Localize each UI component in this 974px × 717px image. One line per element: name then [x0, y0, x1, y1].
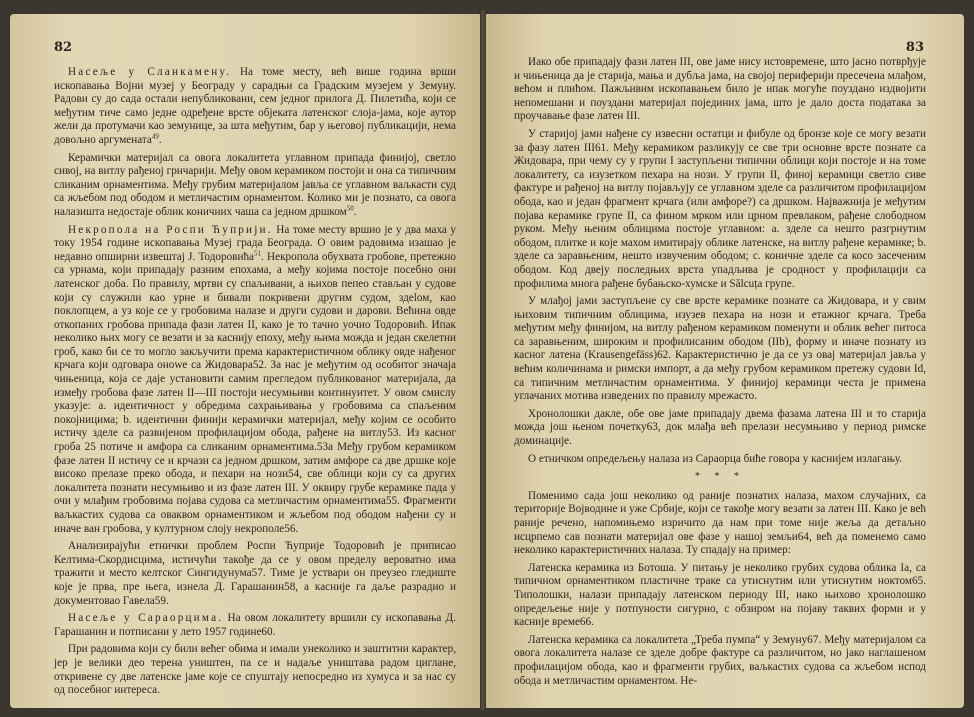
left-paragraph-4 [54, 540, 456, 608]
paragraph-text: Анализирајући етнички проблем Роспи Ћуприје Тодоровић је приписао Келтима-Скордисцима, истичући такође да се у овом пределу вероватно има тражити и место келтског Сингидунума57. Тиме је уствари он преузео гледиште које је прва, пре њега, изнела Д. Гарашанин58, а касније га даље разрадио и документовао Гавела59. [54, 540, 456, 607]
left-paragraph-2 [54, 152, 456, 220]
left-paragraph-3 [54, 224, 456, 537]
paragraph-tail: . [158, 133, 162, 146]
right-paragraph-4: Хронолошки дакле, обе ове јаме припадају двема фазама латена III и то старија можда још њеном почетку63, док млађа већ прелази несумњиво у период римске доминације. [514, 407, 926, 448]
right-paragraph-8: Латенска керамика са локалитета „Треба пумпа“ у Земуну67. Међу материјалом са овога локалитета налазе се зделе добре фактуре са различитом, но јако наглашеном профилацијом обода, као и фрагменти грубих, ваљкастих судова са жљебом испод обода и метличастим орнаментом. Не- [514, 633, 926, 687]
left-page-body [54, 66, 456, 698]
right-paragraph-2: У старијој јами нађене су извесни остатци и фибуле од бронзе које се могу везати за фазу латен III61. Међу керамиком разликују се све три основне врсте познате са Жидовара, при чему су у групи I заступљени типични облици који постоје и на томе локалитету, са изузетком пехара на нози. У групи II, финој керамици светло сиве фактуре и рађеној на витлу појављују се углавном зделе са различитом профилацијом обода, као и један фрагмент крчага (или амфоре?) са дршком. Најважнија је међутим појава керамике групе II, са фином мрком или црном превлаком, рађене слободном руком. Међу њеним облицима постоје углавном: а. зделе са нешто разгрнутим ободом, плитке и које махом имитирају облике латенске, на витлу рађене керамике; b. зделе са заравњеним, нешто извученим ободом; c. коничне зделе са косо засеченим ободом. Код двеју последњих врста упадљива је сродност у профилацији са профилима многа рађене бубањско-хумске и Sălcuța групе. [514, 127, 926, 290]
right-paragraph-1: Иако обе припадају фази латен III, ове јаме нису истовремене, што јасно потврђује и чињеница да је старија, мања и дубља јама, на својој периферији пресечена млађом, већом и плићом. Пажљивим ископавањем било је ипак могуће поуздано издвојити непомешани и поуздани материјал појединих јама, што је дало доста података за проучавање фазе латен III. [514, 56, 926, 123]
right-page [486, 14, 964, 708]
paragraph-tail: . [353, 205, 357, 218]
footnote-ref: 50 [346, 204, 354, 213]
paragraph-text: На томе месту, већ више година врши ископавања Војни музеј у Београду у сарадњи са Градским музејем у Земуну. Радови су до сада остали непубликовани, сем једног прилога Д. Пилетића, који се међутим тиче само једне одређене врсте објеката латенског слоја-јама, које аутор жели да протумачи као земунице, за шта међутим, бар у његовој публикацији, нема довољно аргумената [54, 66, 456, 146]
footnote-ref: 51 [254, 248, 262, 257]
right-paragraph-6: Поменимо сада још неколико од раније познатих налаза, махом случајних, са територије Војводине и уже Србије, који се такође могу везати за латен III. Како је већ раније речено, напомињемо изричито да нам при томе није жеља да детаљно исцрпемо сав познати материјал ове фазе у нашој земљи64, већ да поменемо само неколико карактеристичних налаза. Ту спадају на пример: [514, 489, 926, 557]
left-paragraph-6 [54, 643, 456, 697]
paragraph-text: Керамички материјал са овога локалитета углавном припада финијој, светло сивој, на витлу рађеној грнчарији. Међу овом керамиком постоји и она са типичним сликаним орнаментима. Међу грубим материјалом јавља се углавном ваљкасти суд са жљебом под ободом и метличастим орнаментом. Колико ми је познато, са овога налазишта недостаје облик коничних чаша са једном дршком [54, 151, 456, 218]
section-heading-rospi-cuprija: Некропола на Роспи Ћуприји. [68, 223, 273, 236]
right-paragraph-7: Латенска керамика из Ботоша. У питању је неколико грубих судова облика Ia, са типичном орнаментиком пластичне траке са утиснутим или утиснутим ноктом65. Типолошки, налази припадају латенском периоду III, иако њихово хронолошко опредељење није у потпуности сигурно, с обзиром на појаву таквих форми и у касније време66. [514, 561, 926, 629]
section-heading-saraorci: Насеље у Сараорцима. [68, 612, 224, 625]
left-paragraph-1 [54, 66, 456, 148]
right-paragraph-5: О етничком опредељењу налаза из Сараорца биће говора у каснијем излагању. [528, 452, 903, 465]
section-separator: * * * [695, 471, 745, 483]
paragraph-text: При радовима који су били већег обима и имали унеколико и заштитни карактер, јер је велики део терена уништен, па се и надаље уништава радом циглане, откривене су две латенске јаме које се спуштају непосредно из хумуса и за нас су од посебног интереса. [54, 643, 456, 697]
right-page-body [514, 56, 926, 688]
paragraph-text: На овом локалитету вршили су ископавања Д. Гарашанин и потписани у лето 1957 године60. [54, 612, 456, 638]
left-page [10, 14, 480, 708]
left-paragraph-5 [54, 612, 456, 639]
footnote-ref: 49 [151, 132, 159, 141]
paragraph-tail: . Некропола обухвата гробове, претежно са урнама, који припадају разним епохама, а међу којима постоје посебно они латенског доба. По правилу, мртви су спаљивани, а њихов пепео стављан у судове који су служили као урне и бивали покривени другим судом, здelом, као поклопцем, а уз које се у гробовима налазе и други судови и дарови. Већина овде откопаних гробова припада фази латен II, како је то тачно уочио Тодоровић. Ипак неколико њих могу се везати и за каснију епоху, међу њима можда и један скелетни гроб, како би се то могло закључити према карактеристичном облику овде нађеног крчага који одговара оноwe са Жидовара52. За нас је међутим од особитог значаја чињеница, која се даје установити самим прегледом публикованог материјала, да између гробова фазе латен II—III постоји несумњиви континуитет. У овом смислу указује: а. идентичност у обредима сахрањивања у гробовима са спаљеним покојницима; b. идентични финији керамички материјал, међу којим се особито истичу зделе са развијеном профилацијом обода, рађене на витлу53. Из касног гроба 25 потиче и амфора са сликаним орнаментима.53a Међу грубом керамиком фазе латен II истичу се и крчази са једном дршком, затим амфоре са две дршке које високо прелазе преко обода, и пехари на нози54, све облици који су са других локалитета познати несумњиво и из фазе латен III. У оквиру грубе керамике пада у очи у млађим гробовима појава судова са метличастим орнаментима55. Фрагменти ваљкастих судова са оваквом орнаментиком и жљебом под ободом нађени су и иначе ван гробова, у културном слоју некрополе56. [54, 250, 456, 535]
right-page-number: 83 [905, 40, 924, 55]
left-page-number: 82 [54, 40, 73, 55]
right-paragraph-3: У млађој јами заступљене су све врсте керамике познате са Жидовара, и у свим њиховим типичним облицима, изузев пехара на нози и етажног крчага. Треба међутим међу финијом, на витлу рађеном керамиком поменути и облик већег питоса са заравњеним, широким и профилисаним ободом (IIb), форму и иначе познату из касног латена (Krausengefäss)62. Карактеристично је да се уз овај материјал јавља у већим количинама и римски импорт, а да међу грубом керамиком претежу судови Id, са типичним метличастим орнаментима. У финијој керамици честа је примена углачаних мотива изведених по правилу мрежасто. [514, 295, 926, 403]
section-heading-slankamen: Насеље у Сланкамену. [68, 66, 232, 78]
paragraph-text: На томе месту вршио је у два маха у току 1954 године ископавања Музеј града Београда. О овим радовима изашао је недавно опширни извештај Ј. Тодоровића [54, 223, 457, 263]
